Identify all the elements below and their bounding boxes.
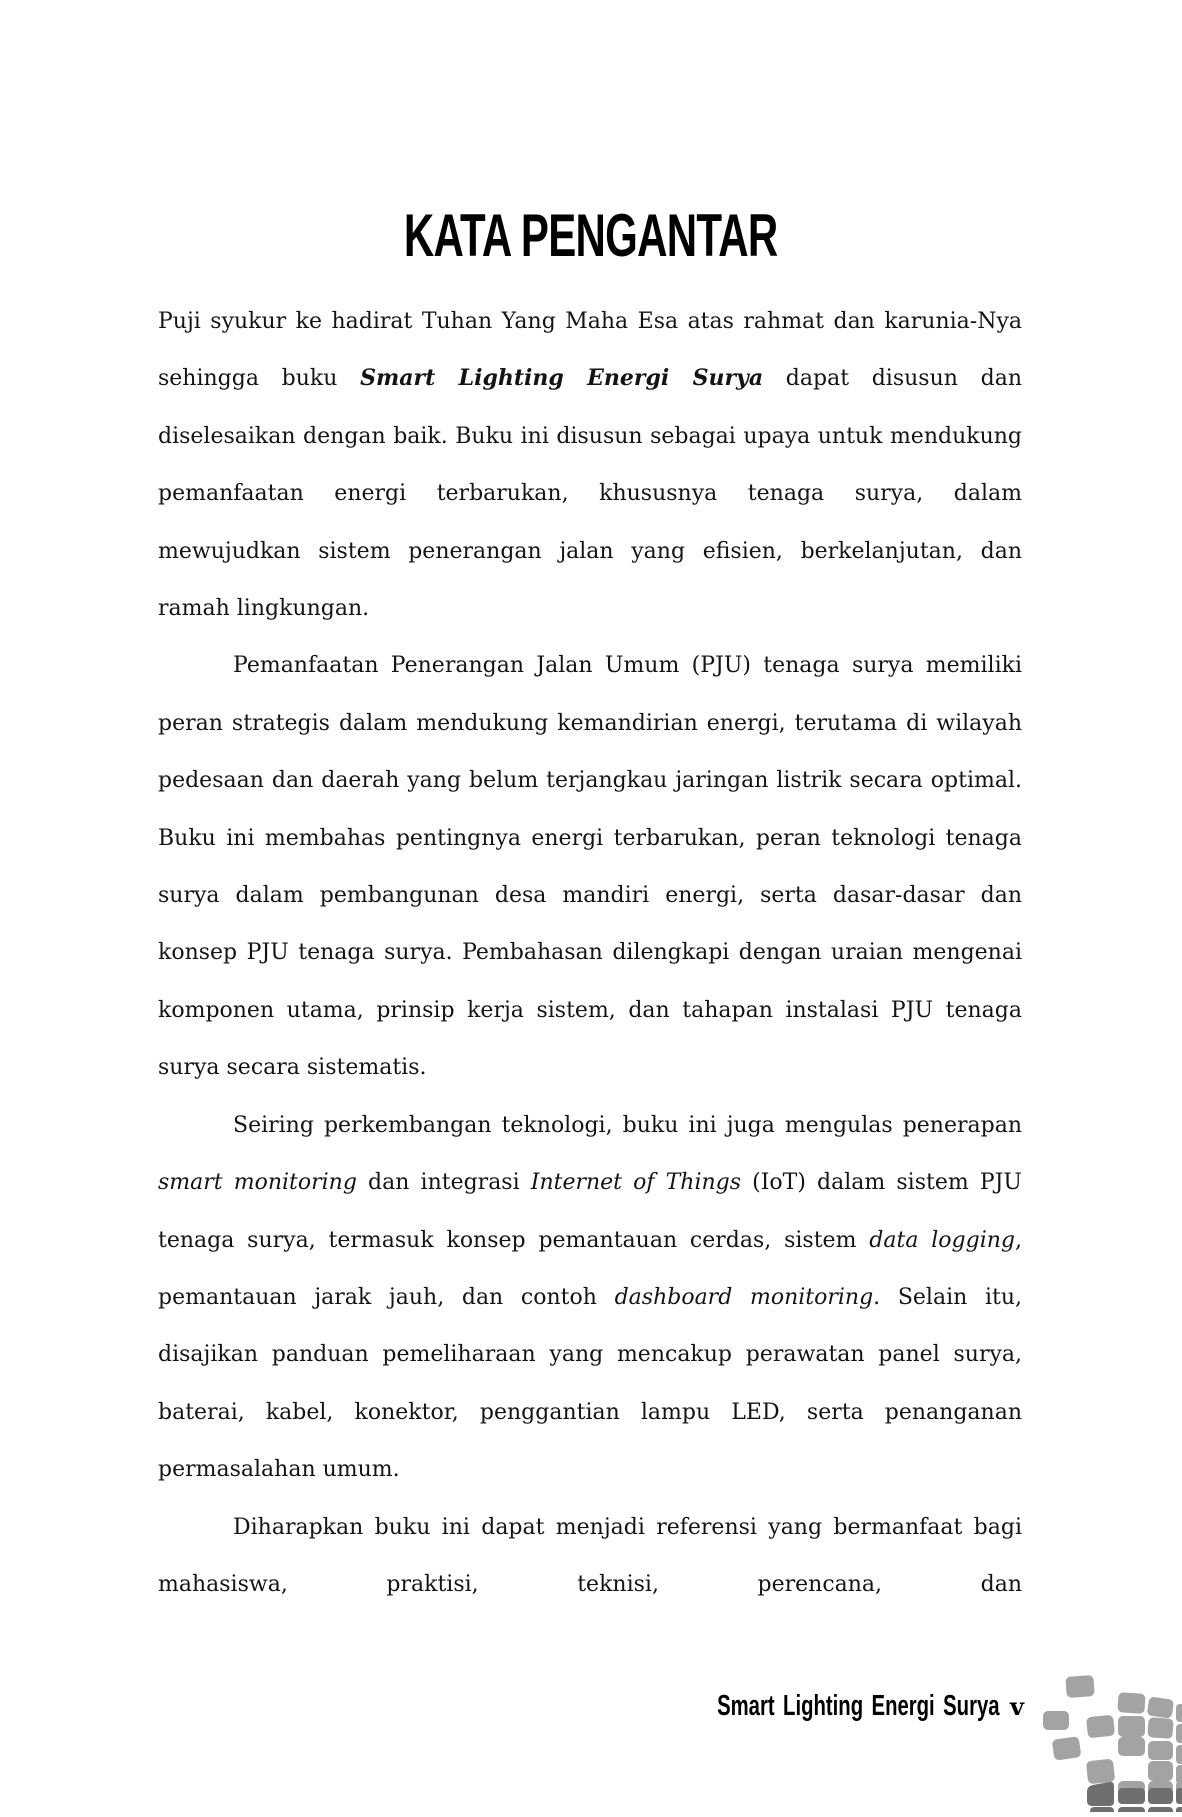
book-title-emphasis: Smart Lighting Energi Surya <box>360 365 764 392</box>
text-segment: Seiring perkembangan teknologi, buku ini juga mengulas penerapan <box>233 1112 1022 1138</box>
text-segment: . Selain itu, disajikan panduan pemeliharaan yang mencakup perawatan panel surya, baterai, kabel, konektor, penggantian lampu LED, serta penanganan permasalahan umum. <box>158 1284 1023 1483</box>
paragraph-2 <box>158 637 1022 1096</box>
italic-term: smart monitoring <box>158 1170 357 1196</box>
text-segment: , pemantauan jarak jauh, dan contoh <box>158 1227 1022 1310</box>
text-segment: dan integrasi <box>356 1170 531 1196</box>
italic-term: Internet of Things <box>530 1170 742 1196</box>
text-segment: Pemanfaatan Penerangan Jalan Umum (PJU) tenaga surya memiliki peran strategis dalam mendukung kemandirian energi, terutama di wilayah pedesaan dan daerah yang belum terjangkau jaringan listrik secara optimal. Buku ini membahas pentingnya energi terbarukan, peran teknologi tenaga surya dalam pembangunan desa mandiri energi, serta dasar-dasar dan konsep PJU tenaga surya. Pembahasan dilengkapi dengan uraian mengenai komponen utama, prinsip kerja sistem, dan tahapan instalasi PJU tenaga surya secara sistematis. <box>158 653 1022 1081</box>
text-segment: (IoT) dalam sistem PJU tenaga surya, termasuk konsep pemantauan cerdas, sistem <box>158 1170 1022 1253</box>
running-title: Smart Lighting Energi Surya <box>717 1690 1001 1722</box>
italic-term: data logging <box>869 1227 1015 1253</box>
text-segment: dapat disusun dan diselesaikan dengan baik. Buku ini disusun sebagai upaya untuk mendukung pemanfaatan energi terbarukan, khususnya tenaga surya, dalam mewujudkan sistem penerangan jalan yang efisien, berkelanjutan, dan ramah lingkungan. <box>158 366 1022 622</box>
page-title: KATA PENGANTAR <box>403 202 778 270</box>
page-footer <box>700 1690 1024 1724</box>
page-number: v <box>1010 1692 1024 1721</box>
paragraph-1 <box>158 293 1022 637</box>
tiled-grid-logo-icon <box>1030 1660 1182 1812</box>
paragraph-4 <box>158 1499 1022 1614</box>
text-segment: Puji syukur ke hadirat Tuhan Yang Maha Esa atas rahmat dan karunia-Nya sehingga buku <box>158 309 1022 392</box>
body-text <box>158 293 1022 1613</box>
paragraph-3 <box>158 1097 1022 1499</box>
italic-term: dashboard monitoring <box>614 1284 874 1310</box>
text-segment: Diharapkan buku ini dapat menjadi referensi yang bermanfaat bagi mahasiswa, praktisi, teknisi, perencana, dan <box>158 1514 1022 1597</box>
